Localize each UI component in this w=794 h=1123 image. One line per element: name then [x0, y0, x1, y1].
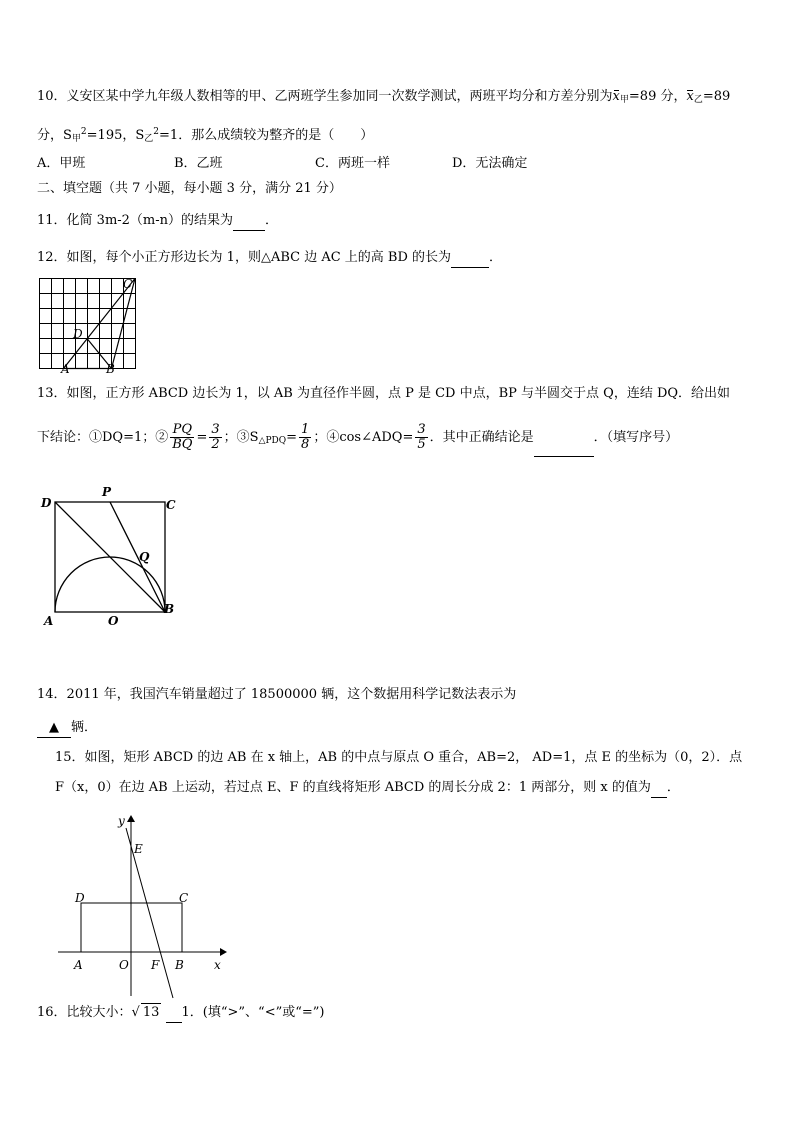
- q10-option-d: D．无法确定: [452, 156, 528, 171]
- q13-fraction-1-8: $\frac{1}{8}$: [301, 422, 310, 452]
- q15-label-a: A: [74, 958, 83, 972]
- q13-label-p: P: [102, 485, 112, 499]
- q12-label-b: B: [106, 362, 115, 376]
- q14-line2: ▲ 辆．: [37, 719, 97, 738]
- q15-label-f: F: [151, 958, 160, 972]
- q11-text: 11．化简 3m-2（m-n）的结果为 ．: [37, 212, 278, 231]
- q13-label-q: Q: [139, 550, 150, 564]
- q15-label-y: y: [118, 814, 125, 828]
- q14-answer-blank: ▲: [37, 719, 71, 738]
- q12-answer-blank: [451, 249, 489, 268]
- q16-text: 16．比较大小：√ 13 1．(填“>”、“<”或“=”): [37, 1003, 325, 1023]
- q11-answer-blank: [233, 212, 265, 231]
- q15-label-b: B: [175, 958, 184, 972]
- q15-line2: F（x，0）在边 AB 上运动，若过点 E、F 的直线将矩形 ABCD 的周长分成 2：1 两部分，则 x 的值为 ．: [55, 779, 680, 798]
- q13-fraction-pq-bq: $\frac{PQ}{BQ}$: [172, 422, 193, 452]
- q15-label-x: x: [214, 958, 221, 972]
- q15-label-c: C: [179, 891, 189, 905]
- q10-line2: 分，$S_甲^2=195$，$S_乙^2=1$．那么成绩较为整齐的是（ ）: [37, 127, 374, 144]
- q15-label-o: O: [119, 958, 129, 972]
- q12-grid: [40, 279, 136, 369]
- q15-label-e: E: [134, 842, 143, 856]
- q12-grid-figure: [39, 278, 139, 374]
- q12-text: 12．如图，每个小正方形边长为 1，则△ABC 边 AC 上的高 BD 的长为 ．: [37, 249, 502, 268]
- q13-square-figure: [38, 485, 183, 627]
- q13-label-a: A: [44, 614, 54, 628]
- q13-label-b: B: [164, 602, 175, 616]
- q13-label-c: C: [166, 498, 176, 512]
- q14-line1: 14．2011 年，我国汽车销量超过了 18500000 辆，这个数据用科学记数法表示为: [37, 687, 517, 702]
- q13-line2: 下结论：①DQ=1；② $\frac{PQ}{BQ}$ = $\frac{3}{2}$ ；$③S_{\triangle PDQ}=$ $\frac{1}{8}$ ；④cos∠ADQ= $\frac{3}{5}$ ．其中正确结论是 ．（填写序号）: [37, 420, 678, 460]
- q13-line1: 13．如图，正方形 ABCD 边长为 1，以 AB 为直径作半圆，点 P 是 CD 中点，BP 与半圆交于点 Q，连结 DQ．给出如: [37, 386, 731, 401]
- section-title-fill-in: 二、填空题（共 7 小题，每小题 3 分，满分 21 分）: [37, 181, 342, 196]
- q13-semicircle: [55, 557, 165, 612]
- q13-label-o: O: [108, 614, 119, 628]
- q13-answer-blank: [534, 420, 594, 457]
- q13-label-d: D: [41, 496, 52, 510]
- q15-label-d: D: [75, 891, 85, 905]
- q10-line1: 10．义安区某中学九年级人数相等的甲、乙两班学生参加同一次数学测试，两班平均分和方差分别为$x_甲=89$ 分，$x_乙=89$: [37, 89, 731, 105]
- q10-option-b: B．乙班: [174, 156, 223, 171]
- q13-fraction-3-5: $\frac{3}{5}$: [417, 422, 426, 452]
- q13-fraction-3-2: $\frac{3}{2}$: [211, 422, 220, 452]
- q12-label-c: C: [123, 277, 133, 291]
- q12-label-a: A: [61, 362, 70, 376]
- q12-label-d: D: [73, 327, 83, 341]
- q15-answer-blank: [651, 779, 667, 798]
- q16-sqrt: 13: [142, 1005, 160, 1020]
- q15-coordinate-figure: [58, 810, 238, 1000]
- q16-answer-blank: [166, 1004, 182, 1023]
- q10-option-a: A．甲班: [37, 156, 86, 171]
- q15-line1: 15．如图，矩形 ABCD 的边 AB 在 x 轴上，AB 的中点与原点 O 重合，AB=2， AD=1，点 E 的坐标为（0，2）．点: [55, 750, 743, 765]
- q10-option-c: C．两班一样: [315, 156, 390, 171]
